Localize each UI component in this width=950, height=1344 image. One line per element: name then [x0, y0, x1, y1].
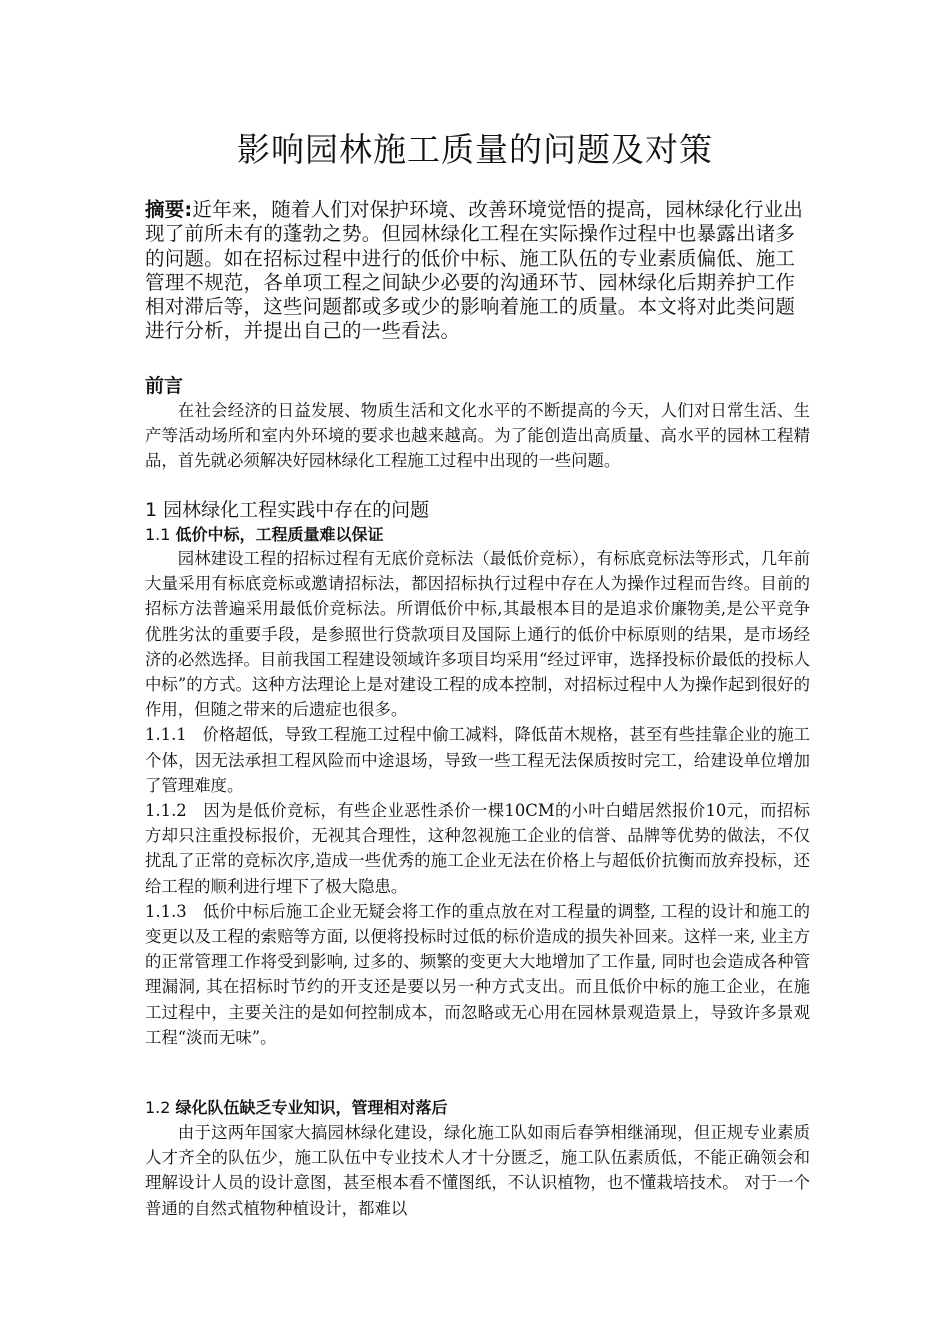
section-1-1-title: 低价中标，工程质量难以保证: [175, 525, 384, 544]
item-1-1-2-number: 1.1.2: [145, 801, 187, 821]
abstract-text: 近年来，随着人们对保护环境、改善环境觉悟的提高，园林绿化行业出现了前所未有的蓬勃之势。但园林绿化工程在实际操作过程中也暴露出诸多的问题。如在招标过程中进行的低价中标、施工队伍的专业素质偏低、施工管理不规范，各单项工程之间缺少必要的沟通环节、园林绿化后期养护工作相对滞后等，这些问题都或多或少的影响着施工的质量。本文将对此类问题进行分析，并提出自己的一些看法。: [145, 198, 804, 343]
item-1-1-1-text: 价格超低，导致工程施工过程中偷工减料，降低苗木规格，甚至有些挂靠企业的施工个体，因无法承担工程风险而中途退场，导致一些工程无法保质按时完工，给建设单位增加了管理难度。: [145, 725, 811, 795]
section-1-2-number: 1.2: [145, 1098, 171, 1117]
section-1-2-heading: [145, 1097, 448, 1119]
abstract: [145, 198, 805, 344]
section-1-heading: 1 园林绿化工程实践中存在的问题: [145, 499, 430, 521]
item-1-1-1-number: 1.1.1: [145, 725, 187, 745]
item-1-1-3: [145, 899, 810, 1050]
section-1-2-body: [145, 1120, 810, 1221]
section-1-1-number: 1.1: [145, 525, 171, 544]
preface-body: [145, 398, 810, 474]
item-1-1-1: [145, 722, 810, 798]
section-1-1-heading: [145, 524, 384, 546]
preface-paragraph: 在社会经济的日益发展、物质生活和文化水平的不断提高的今天，人们对日常生活、生产等活动场所和室内外环境的要求也越来越高。为了能创造出高质量、高水平的园林工程精品，首先就必须解决好园林绿化工程施工过程中出现的一些问题。: [145, 401, 810, 471]
item-1-1-3-text: 低价中标后施工企业无疑会将工作的重点放在对工程量的调整, 工程的设计和施工的变更以及工程的索赔等方面, 以便将投标时过低的标价造成的损失补回来。这样一来, 业主方的正常管理工作将受到影响, 过多的、频繁的变更大大地增加了工作量, 同时也会造成各种管理漏洞, 其在招标时节约的开支还是要以另一种方式支出。而且低价中标的施工企业，在施工过程中，主要关注的是如何控制成本，而忽略或无心用在园林景观造景上，导致许多景观工程“淡而无味”。: [145, 901, 810, 1047]
section-1-2-title: 绿化队伍缺乏专业知识，管理相对落后: [175, 1098, 448, 1117]
item-1-1-2-text: 因为是低价竞标，有些企业恶性杀价一棵10CM的小叶白蜡居然报价10元，而招标方却只注重投标报价，无视其合理性，这种忽视施工企业的信誉、品牌等优势的做法，不仅扰乱了正常的竞标次序,造成一些优秀的施工企业无法在价格上与超低价抗衡而放弃投标，还给工程的顺利进行埋下了极大隐患。: [145, 801, 810, 896]
preface-heading: 前言: [145, 375, 184, 397]
document-title: 影响园林施工质量的问题及对策: [237, 130, 713, 169]
section-1-2-paragraph: 由于这两年国家大搞园林绿化建设，绿化施工队如雨后春笋相继涌现，但正规专业素质人才齐全的队伍少，施工队伍中专业技术人才十分匮乏，施工队伍素质低，不能正确领会和理解设计人员的设计意图，甚至根本看不懂图纸，不认识植物，也不懂栽培技术。 对于一个普通的自然式植物种植设计，都难以: [145, 1123, 810, 1218]
item-1-1-3-number: 1.1.3: [145, 901, 187, 921]
item-1-1-2: [145, 798, 810, 899]
section-1-1-body: [145, 546, 810, 1050]
abstract-label: 摘要:: [145, 198, 193, 221]
section-1-1-paragraph: 园林建设工程的招标过程有无底价竞标法（最低价竞标），有标底竞标法等形式，几年前大量采用有标底竞标或邀请招标法，都因招标执行过程中存在人为操作过程而告终。目前的招标方法普遍采用最低价竞标法。所谓低价中标,其最根本目的是追求价廉物美,是公平竞争优胜劣汰的重要手段，是参照世行贷款项目及国际上通行的低价中标原则的结果，是市场经济的必然选择。目前我国工程建设领域许多项目均采用“经过评审，选择投标价最低的投标人中标”的方式。这种方法理论上是对建设工程的成本控制，对招标过程中人为操作起到很好的作用，但随之带来的后遗症也很多。: [145, 549, 810, 720]
